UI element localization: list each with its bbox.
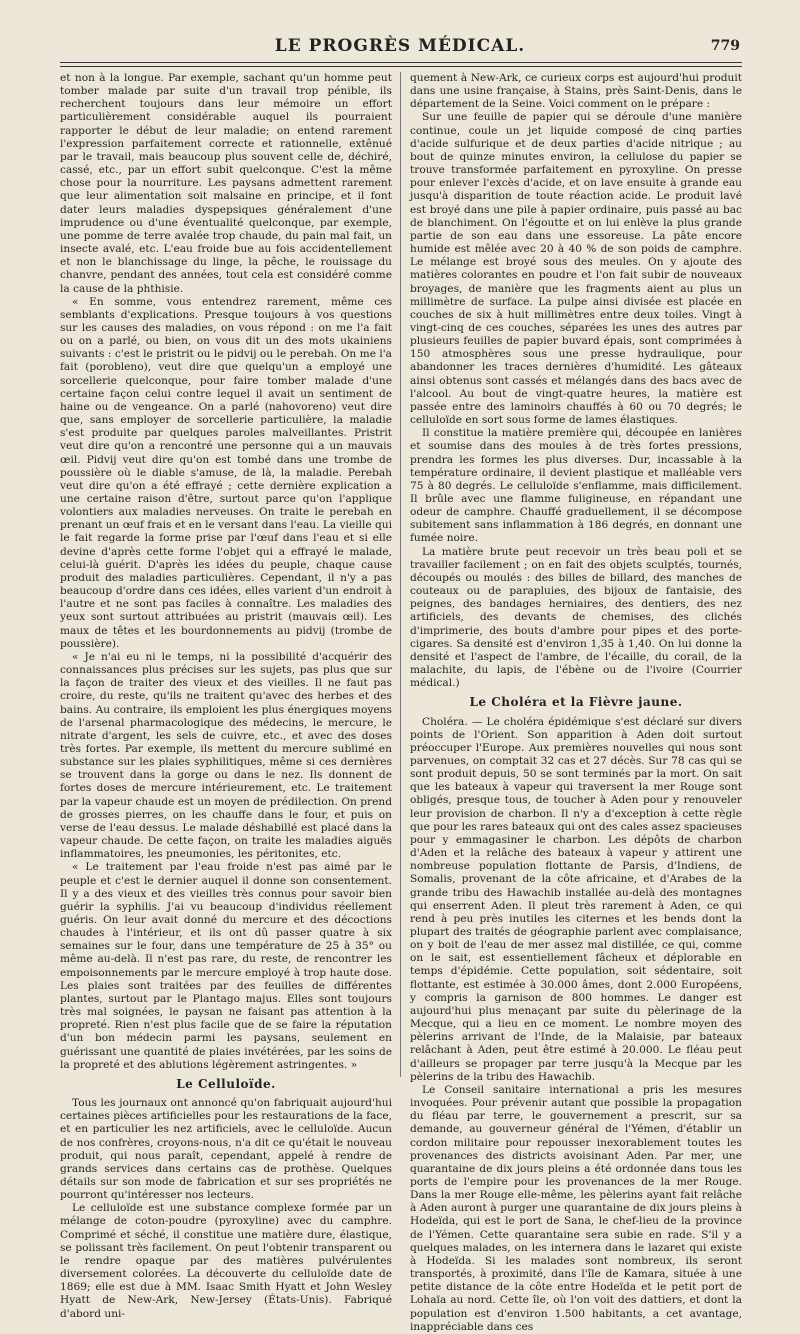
header-rule-bottom — [60, 66, 742, 67]
paragraph: et non à la longue. Par exemple, sachant qu'un homme peut tomber malade par suite d'un travail trop pénible, ils recherchent toujours dans leur mémoire un effort particulièrement considérable auquel ils pourraient rapporter le début de leur maladie; on entend rarement l'expression parfaitement correcte et rationnelle, extênué par le travail, mais beaucoup plus souvent celle de, déchiré, cassé, etc., par un effort subit quelconque. C'est la même chose pour la nourriture. Les paysans admettent rarement que leur alimentation soit malsaine en principe, et il font dater leurs maladies dyspepsiques généralement d'une imprudence ou d'une éventualité quelconque, par exemple, une pomme de terre avalée trop chaude, du pain mal fait, un insecte avalé, etc. L'eau froide bue au fois accidentellement et non le blanchissage du linge, la pêche, le rouissage du chanvre, pendant des années, tout cela est considéré comme la cause de la phthisie. — [60, 72, 392, 295]
section-heading-cholera: Le Choléra et la Fièvre jaune. — [469, 695, 683, 710]
paragraph: « En somme, vous entendrez rarement, même ces semblants d'explications. Presque toujours à vos questions sur les causes des maladies, on vous répond : on me l'a fait ou on a parlé, ou bien, on vous dit un des mots ukainiens suivants : c'est le pristrit ou le pidvij ou le perebah. On me l'a fait (porobleno), veut dire que quelqu'un a employé une sorcellerie quelconque, pour faire tomber malade d'une certaine façon celui contre lequel il avait un sentiment de haine ou de vengeance. On a parlé (nahovoreno) veut dire que, sans employer de sorcellerie particulière, la maladie s'est produite par quelques paroles malveillantes. Pristrit veut dire qu'on a rencontré une personne qui a un mauvais œil. Pidvij veut dire qu'on est tombé dans une trombe de poussière où le diable s'amuse, de là, la maladie. Perebah veut dire qu'on a été effrayé ; cette dernière explication a une certaine raison d'être, surtout parce qu'on l'applique volontiers aux maladies nerveuses. On traite le perebah en prenant un œuf frais et en le versant dans l'eau. La vieille qui le fait regarde la forme prise par l'œuf dans l'eau et si elle devine d'après cette forme l'objet qui a effrayé le malade, celui-là guérit. D'après les idées du peuple, chaque cause produit des maladies particulières. Cependant, il n'y a pas beaucoup d'ordre dans ces idées, elles varient d'un endroit à l'autre et ne sont pas faciles à connaître. Les maladies des yeux sont surtout attribuées au pristrit (mauvais œil). Les maux de têtes et les bourdonnements au pidvij (trombe de poussière). — [60, 295, 393, 650]
left-column — [60, 72, 393, 1320]
paragraph: Le Conseil sanitaire international a pris les mesures invoquées. Pour prévenir autant que possible la propagation du fléau par terre, le gouvernement a prescrit, sur sa demande, au gouverneur général de l'Yémen, d'établir un cordon militaire pour repousser inexorablement toutes les provenances des districts avoisinant Aden. Par mer, une quarantaine de dix jours pleins a été ordonnée dans tous les ports de l'empire pour les provenances de la mer Rouge. Dans la mer Rouge elle-même, les pèlerins ayant fait relâche à Aden auront à purger une quarantaine de dix jours pleins à Hodeïda, qui est le port de Sana, le chef-lieu de la province de l'Yémen. Cette quarantaine sera subie en rade. S'il y a quelques malades, on les internera dans le lazaret qui existe à Hodeïda. Si les malades sont nombreux, ils seront transportés, à proximité, dans l'île de Kamara, située à une petite distance de la côte entre Hodeïda et le petit port de Lohaïa au nord. Cette île, où l'on voit des dattiers, et dont la population est d'environ 1.500 habitants, a cet avantage, inappréciable dans ces — [410, 1083, 742, 1333]
section-heading-celluloide: Le Celluloïde. — [176, 1076, 276, 1091]
right-column — [410, 72, 742, 1333]
page-number: 779 — [710, 38, 740, 54]
paragraph: quement à New-Ark, ce curieux corps est aujourd'hui produit dans une usine française, à Stains, près Saint-Denis, dans le département de la Seine. Voici comment on le prépare : — [410, 72, 742, 111]
paragraph: « Le traitement par l'eau froide n'est pas aimé par le peuple et c'est le dernier auquel il donne son consentement. Il y a des vieux et des vieilles très connus pour savoir bien guérir la syphilis. J'ai vu beaucoup d'individus réellement guéris. On leur avait donné du mercure et des décoctions chaudes à l'intérieur, et ils ont dû passer quatre à six semaines sur le four, dans une température de 25 à 35° ou même au-delà. Il n'est pas rare, du reste, de rencontrer les empoisonnements par le mercure employé à trop haute dose. Les plaies sont traitées par des feuilles de différentes plantes, surtout par le Plantago majus. Elles sont toujours très mal soignées, le paysan ne faisant pas attention à la propreté. Rien n'est plus facile que de se faire la réputation d'un bon médecin parmi les paysans, seulement en guérissant une quantité de plaies invétérées, par les soins de la propreté et des ablutions légèrement astringentes. » — [60, 861, 392, 1071]
page-header — [60, 36, 740, 60]
journal-title: LE PROGRÈS MÉDICAL. — [274, 36, 526, 56]
paragraph: Il constitue la matière première qui, découpée en lanières et soumise dans des moules à de très fortes pressions, prendra les formes les plus diverses. Dur, incassable à la température ordinaire, il devient plastique et malléable vers 75 à 80 degrés. Le celluloïde s'enflamme, mais difficilement. Il brûle avec une flamme fuligineuse, en répandant une odeur de camphre. Chauffé graduellement, il se décompose subitement sans inflammation à 186 degrés, en donnant une fumée noire. — [410, 427, 742, 545]
header-rule-top — [60, 62, 742, 63]
paragraph: Choléra. — Le choléra épidémique s'est déclaré sur divers points de l'Orient. Son apparition à Aden doit surtout préoccuper l'Europe. Aux premières nouvelles qui nous sont parvenues, on comptait 32 cas et 27 décès. Sur 78 cas qui se sont produit depuis, 50 se sont terminés par la mort. On sait que les bateaux à vapeur qui traversent la mer Rouge sont obligés, presque tous, de toucher à Aden pour y renouveler leur provision de charbon. Il n'y a d'exception à cette règle que pour les rares bateaux qui ont des cales assez spacieuses pour y emmagasiner le charbon. Les dépôts de charbon d'Aden et la relâche des bateaux à vapeur y attirent une nombreuse population flottante de Parsis, d'Indiens, de Somalis, provenant de la côte africaine, et d'Arabes de la grande tribu des Hawachib installée au-delà des montagnes qui enserrent Aden. Il pleut très rarement à Aden, ce qui rend à peu près inutiles les citernes et les bends dont la plupart des traités de géographie parlent avec complaisance, on y boit de l'eau de mer assez mal distillée, ce qui, comme on le sait, est essentiellement fâcheux et déplorable en temps d'épidémie. Cette population, soit sédentaire, soit flottante, est estimée à 30.000 âmes, dont 2.000 Européens, y compris la garnison de 800 hommes. Le danger est aujourd'hui plus menaçant par suite du pèlerinage de la Mecque, qui a lieu en ce moment. Le nombre moyen des pèlerins arrivant de l'Inde, de la Malaisie, par bateaux relâchant à Aden, peut être estimé à 20.000. Le fléau peut d'ailleurs se propager par terre jusqu'à la Mecque par les pèlerins de la tribu des Hawachib. — [410, 715, 742, 1083]
paragraph: « Je n'ai eu ni le temps, ni la possibilité d'acquérir des connaissances plus précises sur les sujets, pas plus que sur la façon de traiter des vieux et des vieilles. Il ne faut pas croire, du reste, qu'ils ne traitent qu'avec des herbes et des bains. Au contraire, ils emploient les plus énergiques moyens de l'arsenal pharmacologique des médecins, le mercure, le nitrate d'argent, les sels de cuivre, etc., et avec des doses très fortes. Par exemple, ils mettent du mercure sublimé en substance sur les plaies syphilitiques, même si ces dernières se trouvent dans la gorge ou dans le nez. Ils donnent de fortes doses de mercure intérieurement, etc. Le traitement par la vapeur chaude est un moyen de prédilection. On prend de grosses pierres, on les chauffe dans le four, et puis on verse de l'eau dessus. Le malade déshabillé est placé dans la vapeur chaude. De cette façon, on traite les maladies aiguës inflammatoires, les pneumonies, les péritonites, etc. — [60, 650, 392, 861]
paragraph: La matière brute peut recevoir un très beau poli et se travailler facilement ; on en fait des objets sculptés, tournés, découpés ou moulés : des billes de billard, des manches de couteaux ou de parapluies, des bijoux de fantaisie, des peignes, des bandages herniaires, des dentiers, des nez artificiels, des devants de chemises, des clichés d'imprimerie, des bouts d'ambre pour pipes et des porte-cigares. Sa densité est d'environ 1,35 à 1,40. On lui donne la densité et l'aspect de l'ambre, de l'écaille, du corail, de la malachite, du lapis, de l'ébène ou de l'ivoire (Courrier médical.) — [410, 545, 742, 690]
paragraph: Sur une feuille de papier qui se déroule d'une manière continue, coule un jet liquide composé de cinq parties d'acide sulfurique et de deux parties d'acide nitrique ; au bout de quinze minutes environ, la cellulose du papier se trouve transformée parfaitement en pyroxyline. On presse pour enlever l'excès d'acide, et on lave ensuite à grande eau jusqu'à disparition de toute réaction acide. Le produit lavé est broyé dans une pile à papier ordinaire, puis passé au bac de blanchiment. On l'égoutte et on lui enlève la plus grande partie de son eau dans une essoreuse. La pâte encore humide est mêlée avec 20 à 40 % de son poids de camphre. Le mélange est broyé sous des meules. On y ajoute des matières colorantes en poudre et l'on fait subir de nouveaux broyages, de manière que les fragments aient au plus un millimètre de surface. La pulpe ainsi divisée est placée en couches de six à huit millimètres entre deux toiles. Vingt à vingt-cinq de ces couches, séparées les unes des autres par plusieurs feuilles de papier buvard épais, sont comprimées à 150 atmosphères sous une presse hydraulique, pour abandonner les traces dernières d'humidité. Les gâteaux ainsi obtenus sont cassés et mélangés dans des bacs avec de l'alcool. Au bout de vingt-quatre heures, la matière est passée entre des laminoirs chauffés à 60 ou 70 degrés; le celluloïde en sort sous forme de lames élastiques. — [410, 111, 742, 427]
column-divider — [400, 72, 401, 1077]
paragraph: Tous les journaux ont annoncé qu'on fabriquait aujourd'hui certaines pièces artificielles pour les restaurations de la face, et en particulier les nez artificiels, avec le celluloïde. Aucun de nos confrères, croyons-nous, n'a dit ce qu'était le nouveau produit, qui nous paraît, cependant, appelé à rendre de grands services dans certains cas de prothèse. Quelques détails sur son mode de fabrication et sur ses propriétés ne pourront qu'intéresser nos lecteurs. — [60, 1097, 392, 1202]
paragraph: Le celluloïde est une substance complexe formée par un mélange de coton-poudre (pyroxyline) avec du camphre. Comprimé et séché, il constitue une matière dure, élastique, se polissant très facilement. On peut l'obtenir transparent ou le rendre opaque par des matières pulvérulentes diversement colorées. La découverte du celluloïde date de 1869; elle est due à MM. Isaac Smith Hyatt et John Wesley Hyatt de New-Ark, New-Jersey (États-Unis). Fabriqué d'abord uni- — [60, 1202, 392, 1320]
